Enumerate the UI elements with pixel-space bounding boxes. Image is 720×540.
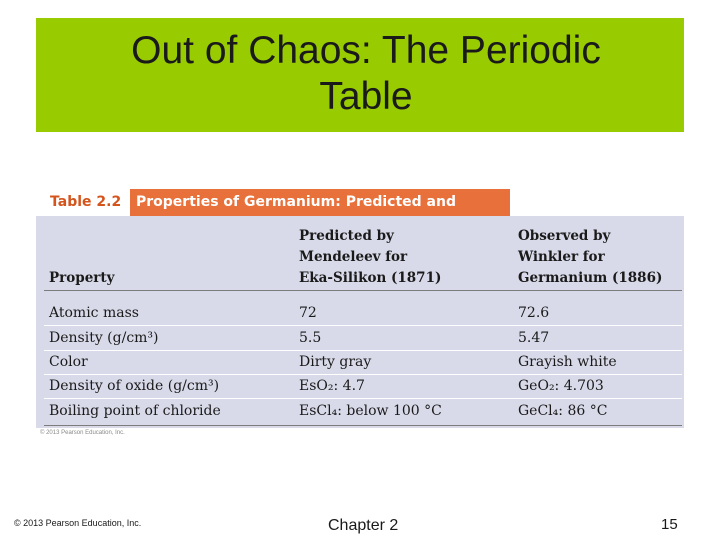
cell-predicted: 72	[299, 305, 317, 321]
header-property	[49, 268, 115, 289]
cell-property: Atomic mass	[49, 305, 139, 321]
header-predicted-line: Predicted by	[299, 228, 394, 244]
table-row	[44, 350, 682, 374]
cell-observed: 72.6	[518, 305, 550, 321]
footer-chapter: Chapter 2	[328, 517, 399, 534]
cell-property: Color	[49, 354, 88, 370]
table-row	[44, 301, 682, 325]
slide-title-line1: Out of Chaos: The Periodic	[131, 29, 601, 72]
header-predicted	[299, 226, 441, 289]
header-observed-line: Observed by	[518, 228, 611, 244]
header-observed	[518, 226, 662, 289]
cell-predicted: 5.5	[299, 330, 322, 346]
cell-observed: Grayish white	[518, 354, 617, 370]
table-row	[44, 399, 682, 423]
header-observed-line: Germanium (1886)	[518, 270, 663, 286]
table-bottom-rule	[44, 425, 682, 426]
cell-observed: 5.47	[518, 330, 550, 346]
page-number: 15	[661, 516, 678, 533]
cell-property: Density (g/cm³)	[49, 330, 159, 346]
cell-predicted: EsCl₄: below 100 °C	[299, 403, 442, 419]
table-row	[44, 326, 682, 350]
cell-predicted: Dirty gray	[299, 354, 372, 370]
header-property-label: Property	[49, 270, 115, 286]
cell-observed: GeO₂: 4.703	[518, 378, 604, 394]
header-divider	[44, 290, 682, 291]
table-row	[44, 374, 682, 398]
cell-property: Density of oxide (g/cm³)	[49, 378, 220, 394]
table-caption: Properties of Germanium: Predicted and	[130, 189, 510, 216]
table-label: Table 2.2	[36, 189, 128, 216]
properties-table	[36, 216, 684, 428]
footer-copyright: © 2013 Pearson Education, Inc.	[14, 518, 142, 528]
header-observed-line: Winkler for	[518, 249, 605, 265]
cell-observed: GeCl₄: 86 °C	[518, 403, 608, 419]
cell-predicted: EsO₂: 4.7	[299, 378, 365, 394]
table-copyright: © 2013 Pearson Education, Inc.	[40, 430, 125, 436]
header-predicted-line: Eka-Silikon (1871)	[299, 270, 442, 286]
slide-title-line2: Table	[319, 75, 413, 118]
cell-property: Boiling point of chloride	[49, 403, 221, 419]
slide-title	[36, 28, 696, 120]
header-predicted-line: Mendeleev for	[299, 249, 408, 265]
